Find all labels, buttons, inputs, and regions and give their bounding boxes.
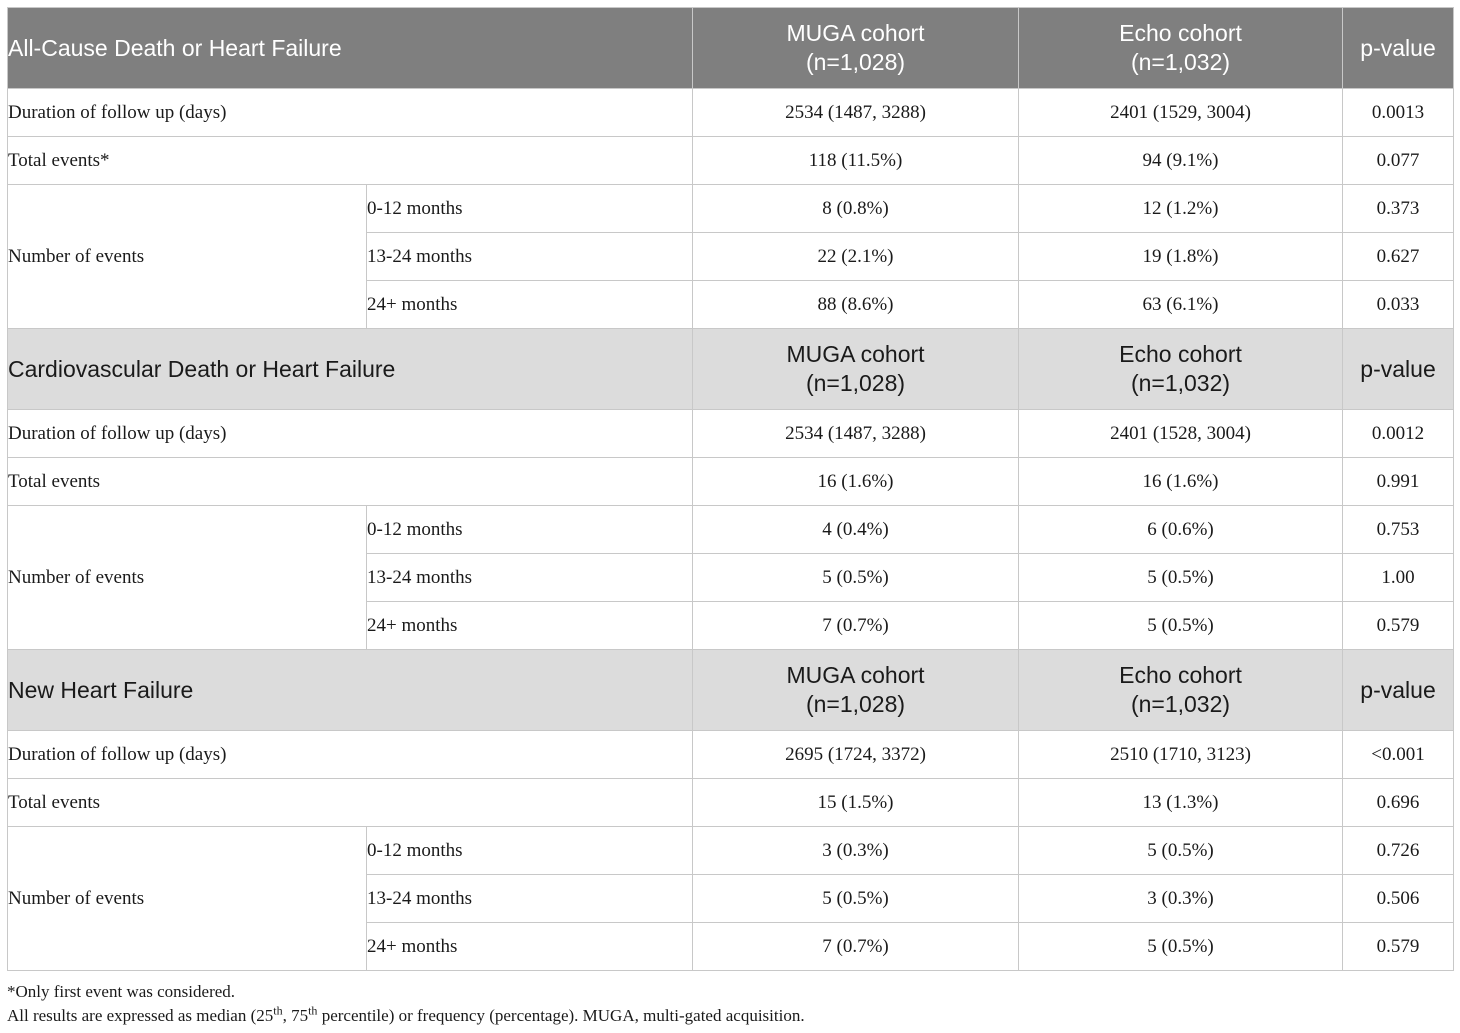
row-label: Duration of follow up (days) [8, 89, 693, 137]
p-value-column-header: p-value [1343, 8, 1454, 89]
header-line: (n=1,028) [805, 370, 906, 396]
p-value: 0.373 [1343, 185, 1454, 233]
echo-value: 2401 (1528, 3004) [1019, 410, 1343, 458]
muga-column-header [693, 8, 1019, 89]
p-value: 0.991 [1343, 458, 1454, 506]
p-value: 1.00 [1343, 554, 1454, 602]
period-label: 24+ months [367, 923, 693, 971]
section-header-row [8, 329, 1454, 410]
period-label: 24+ months [367, 602, 693, 650]
table-row [8, 458, 1454, 506]
footnote-sup: th [273, 1003, 283, 1018]
table-row [8, 410, 1454, 458]
section-header-row [8, 650, 1454, 731]
echo-value: 5 (0.5%) [1019, 827, 1343, 875]
echo-column-header [1019, 329, 1343, 410]
period-label: 0-12 months [367, 506, 693, 554]
period-label: 0-12 months [367, 827, 693, 875]
echo-value: 63 (6.1%) [1019, 281, 1343, 329]
p-value: 0.077 [1343, 137, 1454, 185]
echo-value: 5 (0.5%) [1019, 923, 1343, 971]
results-table [7, 7, 1454, 971]
header-line: Echo cohort [1119, 341, 1242, 367]
echo-value: 6 (0.6%) [1019, 506, 1343, 554]
row-label: Duration of follow up (days) [8, 410, 693, 458]
p-value: <0.001 [1343, 731, 1454, 779]
muga-value: 3 (0.3%) [693, 827, 1019, 875]
row-label: Total events* [8, 137, 693, 185]
p-value: 0.726 [1343, 827, 1454, 875]
echo-column-header [1019, 8, 1343, 89]
muga-value: 118 (11.5%) [693, 137, 1019, 185]
header-line: (n=1,028) [805, 691, 906, 717]
muga-value: 2695 (1724, 3372) [693, 731, 1019, 779]
muga-value: 4 (0.4%) [693, 506, 1019, 554]
table-row [8, 506, 1454, 554]
muga-value: 7 (0.7%) [693, 923, 1019, 971]
period-label: 13-24 months [367, 875, 693, 923]
muga-value: 2534 (1487, 3288) [693, 89, 1019, 137]
echo-value: 13 (1.3%) [1019, 779, 1343, 827]
events-label: Number of events [8, 506, 367, 650]
echo-value: 2401 (1529, 3004) [1019, 89, 1343, 137]
p-value: 0.0013 [1343, 89, 1454, 137]
section-title: New Heart Failure [8, 650, 693, 731]
echo-value: 19 (1.8%) [1019, 233, 1343, 281]
events-label: Number of events [8, 185, 367, 329]
header-line: MUGA cohort [786, 662, 925, 688]
muga-value: 22 (2.1%) [693, 233, 1019, 281]
table-row [8, 779, 1454, 827]
muga-value: 2534 (1487, 3288) [693, 410, 1019, 458]
muga-value: 15 (1.5%) [693, 779, 1019, 827]
section-title: All-Cause Death or Heart Failure [8, 8, 693, 89]
p-value: 0.579 [1343, 923, 1454, 971]
header-line: Echo cohort [1119, 20, 1242, 46]
header-line: MUGA cohort [786, 20, 925, 46]
muga-value: 5 (0.5%) [693, 875, 1019, 923]
row-label: Total events [8, 458, 693, 506]
footnote-sup: th [308, 1003, 318, 1018]
row-label: Duration of follow up (days) [8, 731, 693, 779]
period-label: 13-24 months [367, 554, 693, 602]
muga-value: 8 (0.8%) [693, 185, 1019, 233]
echo-value: 16 (1.6%) [1019, 458, 1343, 506]
p-value-column-header: p-value [1343, 650, 1454, 731]
p-value: 0.0012 [1343, 410, 1454, 458]
muga-column-header [693, 329, 1019, 410]
p-value-column-header: p-value [1343, 329, 1454, 410]
p-value: 0.506 [1343, 875, 1454, 923]
muga-value: 88 (8.6%) [693, 281, 1019, 329]
period-label: 0-12 months [367, 185, 693, 233]
period-label: 24+ months [367, 281, 693, 329]
events-label: Number of events [8, 827, 367, 971]
table-row [8, 185, 1454, 233]
muga-value: 16 (1.6%) [693, 458, 1019, 506]
row-label: Total events [8, 779, 693, 827]
p-value: 0.753 [1343, 506, 1454, 554]
period-label: 13-24 months [367, 233, 693, 281]
section-header-row [8, 8, 1454, 89]
echo-value: 12 (1.2%) [1019, 185, 1343, 233]
echo-value: 94 (9.1%) [1019, 137, 1343, 185]
p-value: 0.033 [1343, 281, 1454, 329]
table-row [8, 89, 1454, 137]
header-line: (n=1,032) [1130, 49, 1231, 75]
echo-value: 3 (0.3%) [1019, 875, 1343, 923]
table-row [8, 731, 1454, 779]
header-line: Echo cohort [1119, 662, 1242, 688]
footnotes [7, 980, 805, 1028]
muga-value: 5 (0.5%) [693, 554, 1019, 602]
table-row [8, 827, 1454, 875]
header-line: (n=1,032) [1130, 691, 1231, 717]
header-line: MUGA cohort [786, 341, 925, 367]
footnote-text: percentile) or frequency (percentage). MUGA, multi-gated acquisition. [317, 1006, 805, 1025]
p-value: 0.627 [1343, 233, 1454, 281]
echo-column-header [1019, 650, 1343, 731]
footnote-first-event: *Only first event was considered. [7, 982, 236, 1001]
header-line: (n=1,028) [805, 49, 906, 75]
section-title: Cardiovascular Death or Heart Failure [8, 329, 693, 410]
p-value: 0.579 [1343, 602, 1454, 650]
table-row [8, 137, 1454, 185]
muga-column-header [693, 650, 1019, 731]
header-line: (n=1,032) [1130, 370, 1231, 396]
muga-value: 7 (0.7%) [693, 602, 1019, 650]
echo-value: 5 (0.5%) [1019, 602, 1343, 650]
footnote-text: , 75 [282, 1006, 309, 1025]
footnote-results-format [7, 1004, 805, 1028]
echo-value: 2510 (1710, 3123) [1019, 731, 1343, 779]
footnote-text: All results are expressed as median (25 [7, 1006, 274, 1025]
p-value: 0.696 [1343, 779, 1454, 827]
echo-value: 5 (0.5%) [1019, 554, 1343, 602]
